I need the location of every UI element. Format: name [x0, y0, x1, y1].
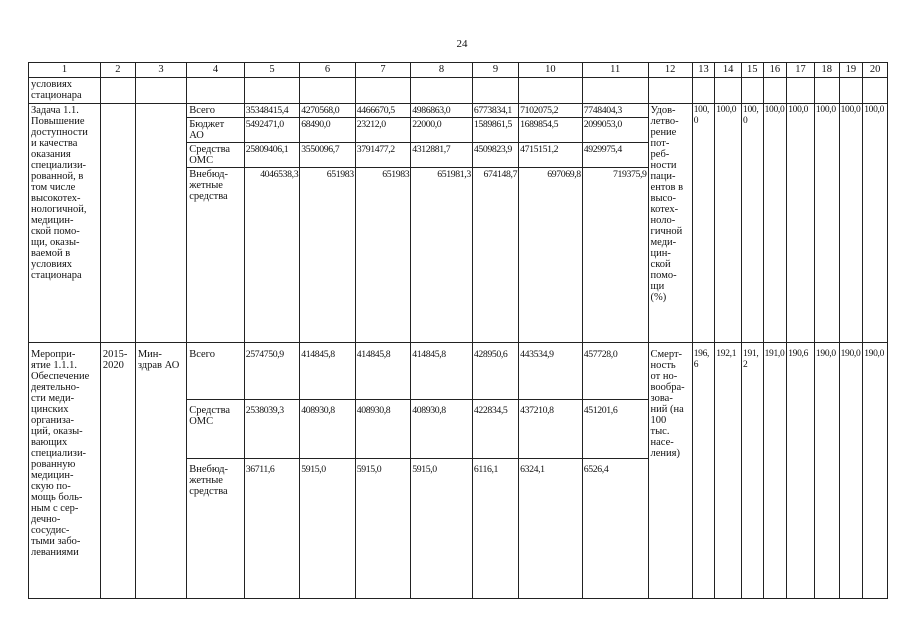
header-cell: 13: [692, 63, 715, 78]
value-cell: 1589861,5: [472, 118, 518, 143]
value-cell: 408930,8: [411, 400, 473, 459]
continuation-row: [29, 78, 888, 104]
target-cell: 100,0: [692, 104, 715, 343]
program-table: [28, 62, 888, 599]
value-cell: 6324,1: [519, 459, 583, 599]
activity-row-total: [29, 343, 888, 400]
page-number: 24: [456, 38, 468, 50]
header-cell: 10: [519, 63, 583, 78]
activity-name: Меропри- ятие 1.1.1. Обеспечение деятельно- сти меди- цинских организа- ций, оказы- вающих специализи- рованную медицин- скую по- мощь боль- ным с сер- дечно- сосудис- тыми забо- леваниями: [29, 343, 101, 599]
value-cell: 4466670,5: [355, 104, 410, 118]
value-cell: 719375,9: [582, 168, 648, 343]
header-cell: 20: [863, 63, 888, 78]
value-cell: 651981,3: [411, 168, 473, 343]
target-cell: 100,0: [839, 104, 863, 343]
header-cell: 12: [648, 63, 692, 78]
header-cell: 14: [715, 63, 742, 78]
indicator-text: Смерт- ность от но- вообра- зова- ний (на 100 тыс. насе- ления): [648, 343, 692, 599]
value-cell: 697069,8: [519, 168, 583, 343]
target-cell: 100,0: [742, 104, 764, 343]
value-cell: 3550096,7: [300, 143, 355, 168]
value-cell: 4986863,0: [411, 104, 473, 118]
value-cell: 414845,8: [411, 343, 473, 400]
value-cell: 674148,7: [472, 168, 518, 343]
header-cell: 18: [814, 63, 839, 78]
target-cell: 100,0: [863, 104, 888, 343]
target-cell: 100,0: [715, 104, 742, 343]
target-cell: 196,6: [692, 343, 715, 599]
header-cell: 16: [763, 63, 787, 78]
header-cell: 5: [244, 63, 299, 78]
target-cell: 191,2: [742, 343, 764, 599]
source-label: Всего: [187, 104, 245, 118]
header-row: [29, 63, 888, 78]
indicator-text: Удов- летво- рение пот- реб- ности паци- ентов в высо- котех- ноло- гичной меди- цин- ской помо- щи (%): [648, 104, 692, 343]
value-cell: 7102075,2: [519, 104, 583, 118]
value-cell: 4509823,9: [472, 143, 518, 168]
target-cell: 191,0: [763, 343, 787, 599]
source-label: Бюджет АО: [187, 118, 245, 143]
continuation-text: условиях стационара: [29, 78, 101, 104]
header-cell: 15: [742, 63, 764, 78]
value-cell: 5915,0: [300, 459, 355, 599]
value-cell: 23212,0: [355, 118, 410, 143]
target-cell: 190,0: [863, 343, 888, 599]
value-cell: 457728,0: [582, 343, 648, 400]
value-cell: 422834,5: [472, 400, 518, 459]
value-cell: 408930,8: [300, 400, 355, 459]
value-cell: 2099053,0: [582, 118, 648, 143]
target-cell: 100,0: [763, 104, 787, 343]
target-cell: 190,6: [787, 343, 815, 599]
value-cell: 35348415,4: [244, 104, 299, 118]
value-cell: 7748404,3: [582, 104, 648, 118]
header-cell: 9: [472, 63, 518, 78]
value-cell: 4046538,3: [244, 168, 299, 343]
target-cell: 100,0: [787, 104, 815, 343]
value-cell: 651983: [355, 168, 410, 343]
value-cell: 4312881,7: [411, 143, 473, 168]
header-cell: 4: [187, 63, 245, 78]
source-label: Средства ОМС: [187, 143, 245, 168]
source-label: Всего: [187, 343, 245, 400]
value-cell: 22000,0: [411, 118, 473, 143]
value-cell: 6773834,1: [472, 104, 518, 118]
activity-period: 2015- 2020: [100, 343, 135, 599]
value-cell: 443534,9: [519, 343, 583, 400]
value-cell: 5915,0: [355, 459, 410, 599]
header-cell: 7: [355, 63, 410, 78]
value-cell: 428950,6: [472, 343, 518, 400]
value-cell: 3791477,2: [355, 143, 410, 168]
source-label: Внебюд- жетные средства: [187, 459, 245, 599]
task-name: Задача 1.1. Повышение доступности и качества оказания специализи- рованной, в том числе высокотех- нологичной, медицин- ской помо- щи, оказы- ваемой в условиях стационара: [29, 104, 101, 343]
value-cell: 414845,8: [300, 343, 355, 400]
header-cell: 19: [839, 63, 863, 78]
value-cell: 68490,0: [300, 118, 355, 143]
target-cell: 192,1: [715, 343, 742, 599]
value-cell: 408930,8: [355, 400, 410, 459]
target-cell: 190,0: [814, 343, 839, 599]
value-cell: 1689854,5: [519, 118, 583, 143]
value-cell: 6526,4: [582, 459, 648, 599]
value-cell: 2574750,9: [244, 343, 299, 400]
value-cell: 437210,8: [519, 400, 583, 459]
value-cell: 5915,0: [411, 459, 473, 599]
source-label: Средства ОМС: [187, 400, 245, 459]
task-row-total: [29, 104, 888, 118]
value-cell: 5492471,0: [244, 118, 299, 143]
activity-executor: Мин- здрав АО: [135, 343, 186, 599]
header-cell: 8: [411, 63, 473, 78]
header-cell: 1: [29, 63, 101, 78]
value-cell: 4715151,2: [519, 143, 583, 168]
value-cell: 25809406,1: [244, 143, 299, 168]
source-label: Внебюд- жетные средства: [187, 168, 245, 343]
value-cell: 414845,8: [355, 343, 410, 400]
value-cell: 2538039,3: [244, 400, 299, 459]
header-cell: 2: [100, 63, 135, 78]
header-cell: 3: [135, 63, 186, 78]
value-cell: 651983: [300, 168, 355, 343]
header-cell: 17: [787, 63, 815, 78]
header-cell: 6: [300, 63, 355, 78]
value-cell: 451201,6: [582, 400, 648, 459]
value-cell: 4929975,4: [582, 143, 648, 168]
target-cell: 100,0: [814, 104, 839, 343]
value-cell: 4270568,0: [300, 104, 355, 118]
target-cell: 190,0: [839, 343, 863, 599]
header-cell: 11: [582, 63, 648, 78]
value-cell: 36711,6: [244, 459, 299, 599]
value-cell: 6116,1: [472, 459, 518, 599]
